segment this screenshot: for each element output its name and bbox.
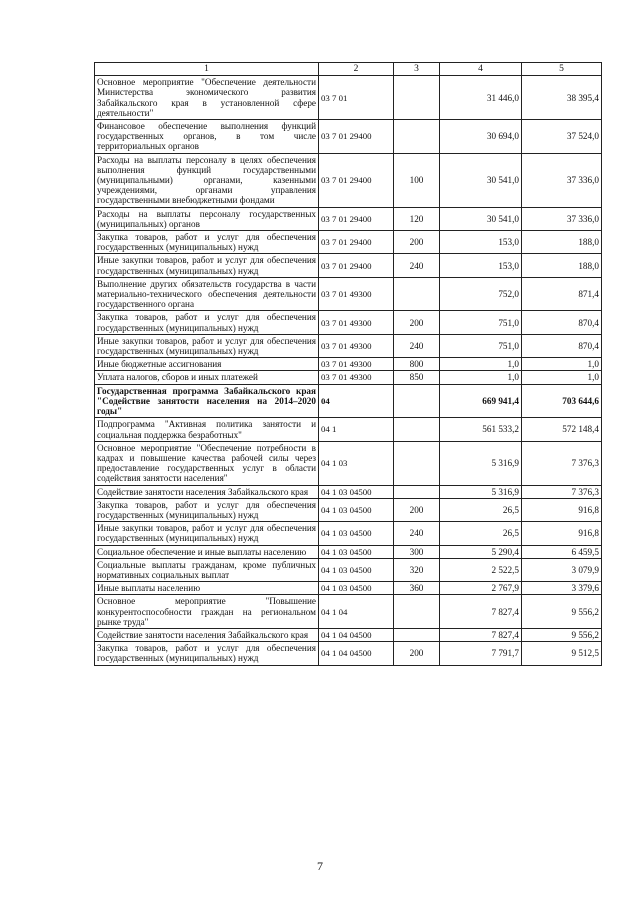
table-row [95, 441, 602, 485]
row-code-cell: 03 7 01 49300 [319, 371, 394, 384]
row-expense-type-cell [394, 384, 440, 418]
row-value-2019-cell: 7 827,4 [440, 628, 522, 641]
row-expense-type-cell: 200 [394, 498, 440, 521]
row-value-2020-cell: 37 336,0 [522, 153, 602, 207]
row-name-cell: Государственная программа Забайкальского края "Содействие занятости населения на 2014–2020 годы" [95, 384, 319, 418]
table-row [95, 76, 602, 120]
row-expense-type-cell: 240 [394, 254, 440, 277]
row-expense-type-cell: 200 [394, 642, 440, 665]
row-name-cell: Иные закупки товаров, работ и услуг для обеспечения государственных (муниципальных) нужд [95, 334, 319, 357]
table-row [95, 311, 602, 334]
row-value-2019-cell: 7 827,4 [440, 595, 522, 629]
row-code-cell: 03 7 01 29400 [319, 254, 394, 277]
table-row [95, 628, 602, 641]
table-row [95, 371, 602, 384]
row-name-cell: Уплата налогов, сборов и иных платежей [95, 371, 319, 384]
row-code-cell: 03 7 01 49300 [319, 277, 394, 311]
row-value-2020-cell: 7 376,3 [522, 485, 602, 498]
row-value-2019-cell: 2 522,5 [440, 558, 522, 581]
row-value-2019-cell: 751,0 [440, 334, 522, 357]
row-value-2019-cell: 751,0 [440, 311, 522, 334]
row-expense-type-cell: 300 [394, 545, 440, 558]
row-value-2019-cell: 26,5 [440, 498, 522, 521]
header-col-3: 3 [394, 63, 440, 76]
row-name-cell: Расходы на выплаты персоналу государственных (муниципальных) органов [95, 207, 319, 230]
row-code-cell: 04 1 04 04500 [319, 642, 394, 665]
row-code-cell: 03 7 01 29400 [319, 231, 394, 254]
table-row [95, 582, 602, 595]
row-value-2020-cell: 188,0 [522, 254, 602, 277]
row-value-2020-cell: 703 644,6 [522, 384, 602, 418]
row-value-2020-cell: 9 556,2 [522, 595, 602, 629]
row-code-cell: 03 7 01 49300 [319, 311, 394, 334]
row-value-2020-cell: 6 459,5 [522, 545, 602, 558]
row-value-2019-cell: 31 446,0 [440, 76, 522, 120]
table-row [95, 231, 602, 254]
row-value-2020-cell: 9 512,5 [522, 642, 602, 665]
row-code-cell: 03 7 01 29400 [319, 153, 394, 207]
row-name-cell: Подпрограмма "Активная политика занятости и социальная поддержка безработных" [95, 418, 319, 441]
row-name-cell: Основное мероприятие "Повышение конкурентоспособности граждан на региональном рынке труда" [95, 595, 319, 629]
row-value-2019-cell: 7 791,7 [440, 642, 522, 665]
row-value-2019-cell: 153,0 [440, 254, 522, 277]
row-name-cell: Иные бюджетные ассигнования [95, 358, 319, 371]
row-value-2019-cell: 5 316,9 [440, 485, 522, 498]
row-expense-type-cell [394, 595, 440, 629]
row-code-cell: 03 7 01 29400 [319, 207, 394, 230]
row-name-cell: Социальное обеспечение и иные выплаты населению [95, 545, 319, 558]
row-value-2019-cell: 153,0 [440, 231, 522, 254]
page-number: 7 [317, 859, 323, 873]
table-row [95, 522, 602, 545]
row-expense-type-cell [394, 628, 440, 641]
header-col-2: 2 [319, 63, 394, 76]
table-row [95, 558, 602, 581]
row-value-2020-cell: 188,0 [522, 231, 602, 254]
row-code-cell: 04 1 03 04500 [319, 558, 394, 581]
table-row [95, 418, 602, 441]
row-name-cell: Закупка товаров, работ и услуг для обеспечения государственных (муниципальных) нужд [95, 498, 319, 521]
table-row [95, 153, 602, 207]
row-value-2019-cell: 30 541,0 [440, 153, 522, 207]
table-row [95, 545, 602, 558]
row-name-cell: Иные закупки товаров, работ и услуг для обеспечения государственных (муниципальных) нужд [95, 254, 319, 277]
row-code-cell: 04 1 04 04500 [319, 628, 394, 641]
row-code-cell: 04 1 03 04500 [319, 545, 394, 558]
table-row [95, 595, 602, 629]
row-value-2019-cell: 1,0 [440, 371, 522, 384]
row-name-cell: Закупка товаров, работ и услуг для обеспечения государственных (муниципальных) нужд [95, 642, 319, 665]
budget-table-container [94, 62, 601, 666]
row-code-cell: 04 1 [319, 418, 394, 441]
row-value-2020-cell: 3 379,6 [522, 582, 602, 595]
row-expense-type-cell: 200 [394, 311, 440, 334]
table-row [95, 277, 602, 311]
row-expense-type-cell: 200 [394, 231, 440, 254]
row-expense-type-cell [394, 277, 440, 311]
row-value-2020-cell: 1,0 [522, 358, 602, 371]
row-name-cell: Иные выплаты населению [95, 582, 319, 595]
row-value-2020-cell: 870,4 [522, 334, 602, 357]
row-code-cell: 03 7 01 29400 [319, 120, 394, 154]
row-value-2019-cell: 1,0 [440, 358, 522, 371]
row-name-cell: Выполнение других обязательств государства в части материально-технического обеспечения деятельности государственного органа [95, 277, 319, 311]
row-value-2020-cell: 572 148,4 [522, 418, 602, 441]
row-expense-type-cell: 850 [394, 371, 440, 384]
table-row [95, 384, 602, 418]
row-expense-type-cell [394, 441, 440, 485]
row-expense-type-cell [394, 120, 440, 154]
row-name-cell: Социальные выплаты гражданам, кроме публичных нормативных социальных выплат [95, 558, 319, 581]
row-value-2019-cell: 669 941,4 [440, 384, 522, 418]
row-code-cell: 03 7 01 [319, 76, 394, 120]
table-row [95, 358, 602, 371]
table-header-row [95, 63, 602, 76]
row-value-2020-cell: 7 376,3 [522, 441, 602, 485]
row-value-2019-cell: 5 316,9 [440, 441, 522, 485]
row-code-cell: 04 1 03 04500 [319, 485, 394, 498]
table-row [95, 120, 602, 154]
row-expense-type-cell: 240 [394, 334, 440, 357]
row-name-cell: Иные закупки товаров, работ и услуг для обеспечения государственных (муниципальных) нужд [95, 522, 319, 545]
row-name-cell: Содействие занятости населения Забайкальского края [95, 628, 319, 641]
row-code-cell: 04 1 03 04500 [319, 522, 394, 545]
row-name-cell: Финансовое обеспечение выполнения функций государственных органов, в том числе территориальных органов [95, 120, 319, 154]
row-value-2020-cell: 916,8 [522, 522, 602, 545]
row-expense-type-cell: 100 [394, 153, 440, 207]
row-code-cell: 04 1 03 04500 [319, 498, 394, 521]
row-code-cell: 04 1 03 [319, 441, 394, 485]
row-code-cell: 03 7 01 49300 [319, 334, 394, 357]
row-expense-type-cell: 360 [394, 582, 440, 595]
row-value-2019-cell: 2 767,9 [440, 582, 522, 595]
header-col-5: 5 [522, 63, 602, 76]
table-row [95, 207, 602, 230]
row-expense-type-cell: 320 [394, 558, 440, 581]
row-code-cell: 04 [319, 384, 394, 418]
table-row [95, 254, 602, 277]
row-value-2020-cell: 9 556,2 [522, 628, 602, 641]
row-name-cell: Содействие занятости населения Забайкальского края [95, 485, 319, 498]
row-code-cell: 03 7 01 49300 [319, 358, 394, 371]
row-value-2019-cell: 5 290,4 [440, 545, 522, 558]
row-value-2019-cell: 26,5 [440, 522, 522, 545]
table-row [95, 642, 602, 665]
row-name-cell: Расходы на выплаты персоналу в целях обеспечения выполнения функций государственными (муниципальными) органами, казенными учреждениями, органами управления государственными внебюджетными фондами [95, 153, 319, 207]
row-value-2020-cell: 3 079,9 [522, 558, 602, 581]
row-expense-type-cell: 120 [394, 207, 440, 230]
table-row [95, 498, 602, 521]
row-expense-type-cell: 240 [394, 522, 440, 545]
header-col-1: 1 [95, 63, 319, 76]
row-value-2020-cell: 1,0 [522, 371, 602, 384]
row-value-2019-cell: 30 541,0 [440, 207, 522, 230]
row-value-2020-cell: 870,4 [522, 311, 602, 334]
row-expense-type-cell [394, 418, 440, 441]
row-name-cell: Основное мероприятие "Обеспечение потребности в кадрах и повышение качества рабочей силы через предоставление государственных услуг в области содействия занятости населения" [95, 441, 319, 485]
row-value-2020-cell: 916,8 [522, 498, 602, 521]
row-value-2019-cell: 30 694,0 [440, 120, 522, 154]
row-code-cell: 04 1 04 [319, 595, 394, 629]
row-expense-type-cell [394, 485, 440, 498]
row-value-2020-cell: 37 336,0 [522, 207, 602, 230]
table-row [95, 485, 602, 498]
row-expense-type-cell [394, 76, 440, 120]
row-code-cell: 04 1 03 04500 [319, 582, 394, 595]
row-value-2020-cell: 37 524,0 [522, 120, 602, 154]
budget-table [94, 62, 602, 666]
row-expense-type-cell: 800 [394, 358, 440, 371]
row-value-2019-cell: 561 533,2 [440, 418, 522, 441]
row-value-2019-cell: 752,0 [440, 277, 522, 311]
row-value-2020-cell: 38 395,4 [522, 76, 602, 120]
row-name-cell: Закупка товаров, работ и услуг для обеспечения государственных (муниципальных) нужд [95, 231, 319, 254]
table-body [95, 76, 602, 665]
table-row [95, 334, 602, 357]
header-col-4: 4 [440, 63, 522, 76]
row-value-2020-cell: 871,4 [522, 277, 602, 311]
row-name-cell: Закупка товаров, работ и услуг для обеспечения государственных (муниципальных) нужд [95, 311, 319, 334]
row-name-cell: Основное мероприятие "Обеспечение деятельности Министерства экономического развития Забайкальского края в установленной сфере деятельности" [95, 76, 319, 120]
